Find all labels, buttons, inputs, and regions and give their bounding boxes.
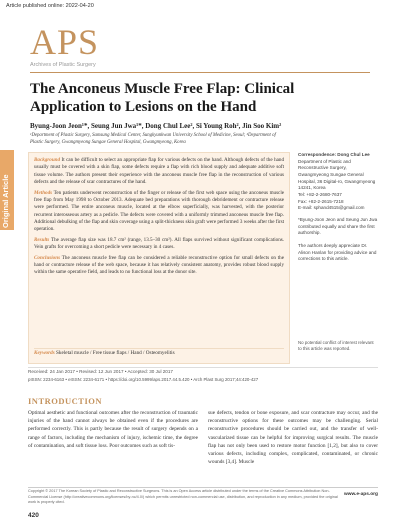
abstract-conclusions: Conclusions The anconeus muscle free flap can be considered a reliable reconstructive option for small defects on the hand or contracture release of the web space, because it has relatively consistent anatomy, provides robust blood supply within the same operative field, and leads to no functional loss at the donor site.: [34, 254, 284, 276]
affiliations: ¹Department of Plastic Surgery, Samsung Medical Center, Sungkyunkwan University School of Medicine, Seoul; ²Department of Plastic Surgery, Gwangmyeong Sungae General Hospital, Gwangmyeong, Korea: [30, 133, 276, 145]
conflict-of-interest: No potential conflict of interest relevant to this article was reported.: [298, 340, 374, 352]
article-title: The Anconeus Muscle Free Flap: Clinical Application to Lesions on the Hand: [30, 81, 295, 115]
article-type-tab: [0, 150, 14, 230]
article-type-label: Original Article: [1, 174, 10, 228]
correspondence-panel: [298, 152, 378, 268]
author-list: Byung-Joon Jeon¹*, Seung Jun Jwa¹*, Dong Chul Lee², Si Young Roh², Jin Soo Kim²: [30, 122, 282, 130]
page-number: 420: [28, 512, 39, 519]
equal-contribution-note: *Byung-Joon Jeon and Seung Jun Jwa contributed equally and share the first authorship.: [298, 216, 378, 236]
correspondence-email[interactable]: E-mail: sphand4515@gmail.com: [298, 205, 365, 211]
abstract-background: Background It can be difficult to select an appropriate flap for various defects on the hand. Although defects of the hand usually must be covered with a skin flap, some defects require a flap with rich blood supply and adequate additive soft tissue volume. The authors present their experience with the anconeus muscle free flap in the reconstruction of various defects and the release of scar contractures of the hand.: [34, 157, 284, 186]
footer-divider: [28, 487, 378, 488]
copyright-notice: Copyright © 2017 The Korean Society of Plastic and Reconstructive Surgeons. This is an Open Access article distributed under the terms of the Creative Commons Attribution Non-Commercial License (http://creativecommons.org/licenses/by-nc/4.0/) which permits unrestricted non-commercial use, distribution, and reproduction in any medium, provided the original work is properly cited.: [28, 489, 338, 504]
header-divider: [30, 72, 370, 73]
dates-divider: [28, 367, 378, 368]
submission-dates: Received: 24 Jan 2017 • Revised: 12 Jun 2017 • Accepted: 30 Jul 2017: [28, 369, 173, 374]
journal-website-link[interactable]: www.e-aps.org: [344, 492, 378, 497]
logo-text: APS: [30, 22, 100, 62]
correspondence-address: Correspondence: Dong Chul Lee Department of Plastic and Reconstructive Surgery, Gwangmyeong Sungae General Hospital, 36 Digital-ro, Gwangmyeong 14241, Korea Tel: +82-2-2680-7637 Fax: +82-2-2615-7218 E-mail: sphand4515@gmail.com: [298, 152, 378, 212]
publication-date: Article published online: 2022-04-20: [6, 3, 94, 9]
keywords-divider: [34, 348, 284, 349]
section-heading-introduction: INTRODUCTION: [28, 396, 103, 406]
intro-column-right: sue defects, tendon or bone exposure, and scar contracture may occur, and the reconstructive options for these outcomes may be challenging. Serial reconstructive procedures should be carried out, and the transfer of well-vascularized tissue can be helpful for improving surgical results. The muscle flap has not only been used to restore motor function [1,2], but also to cover various defects, including complex, complicated, contaminated, or chronic wounds [3,4]. Muscle: [208, 410, 378, 466]
abstract-methods: Methods Ten patients underwent reconstruction of the finger or release of the first web space using the anconeus muscle free flap from May 1998 to October 2013. Adequate bed preparations with thorough debridement or contracture release were performed. The entire anconeus muscle, located at the elbow superficially, was harvested, with the posterior recurrent interosseous artery as a pedicle. The defects were covered with a uniformly trimmed anconeus muscle free flap. Additional debulking of the flap and skin coverage using a split-thickness skin graft were performed 3 weeks after the first operation.: [34, 189, 284, 233]
journal-logo: [30, 24, 99, 68]
logo-subtitle: Archives of Plastic Surgery: [30, 62, 96, 68]
abstract-results: Results The average flap size was 18.7 cm² (range, 13.5–30 cm²). All flaps survived without significant complications. Vein grafts for overcoming a short pedicle were necessary in 4 cases.: [34, 236, 284, 251]
acknowledgement: The authors deeply appreciate Dr. Alison Hanlan for providing advice and corrections to this article.: [298, 242, 377, 262]
article-identifiers: pISSN: 2234-6163 • eISSN: 2234-6171 • https://doi.org/10.5999/aps.2017.44.5.420 • Arch Plast Surg 2017;44:420-427: [28, 377, 259, 382]
abstract-box: [28, 152, 290, 364]
intro-column-left: Optimal aesthetic and functional outcomes after the reconstruction of traumatic injuries of the hand cannot always be obtained even if the procedures are performed correctly. This is partly because the result of surgery depends on a range of factors, including the mechanism of injury, ischemic time, the degree of contamination, and soft tissue loss. Poor outcomes such as soft tis-: [28, 410, 198, 449]
keywords: Keywords Skeletal muscle / Free tissue flaps / Hand / Osteomyelitis: [34, 350, 175, 357]
